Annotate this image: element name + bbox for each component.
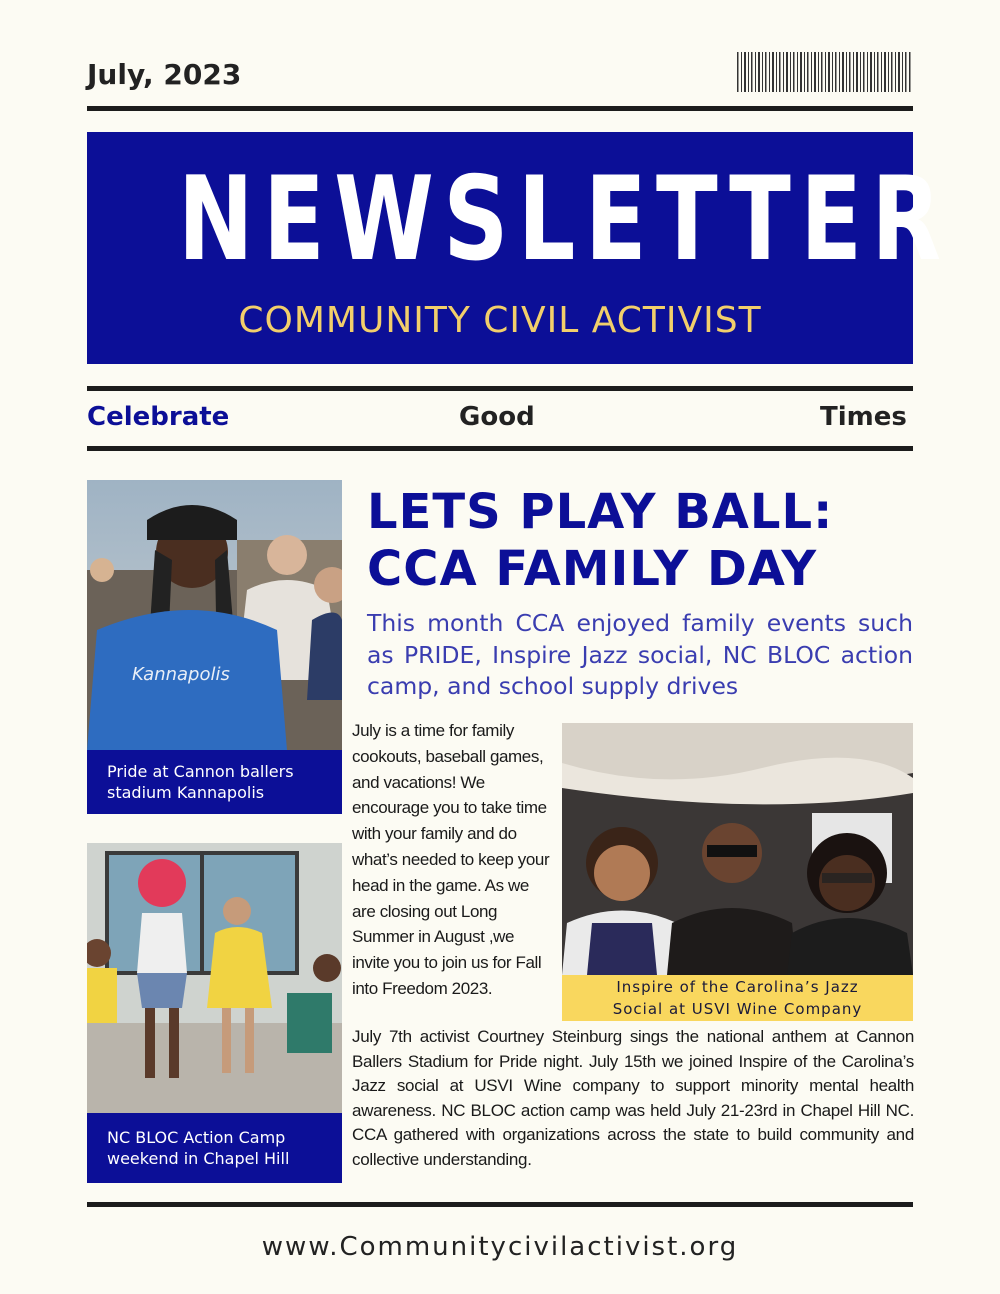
camp-photo — [87, 843, 342, 1113]
masthead-banner — [87, 132, 951, 364]
camp-photo-image — [87, 843, 342, 1113]
tagline-right: Times — [820, 402, 907, 432]
top-rule — [87, 106, 913, 111]
article-body-recap: July 7th activist Courtney Steinburg sings the national anthem at Cannon Ballers Stadium for Pride night. July 15th we joined Inspire of the Carolina’s Jazz social at USVI Wine company to support minority mental health awareness. NC BLOC action camp was held July 21-23rd in Chapel Hill NC. CCA gathered with organizations across the state to build community and collective understanding. — [352, 1027, 914, 1169]
barcode-icon — [735, 50, 913, 94]
tagline-center: Good — [459, 402, 535, 432]
website-url: www.Communitycivilactivist.org — [261, 1232, 739, 1262]
tagline-left: Celebrate — [87, 402, 230, 432]
svg-text:Kannapolis: Kannapolis — [132, 664, 230, 685]
footer-rule — [87, 1202, 913, 1207]
headline-line-1: LETS PLAY BALL: — [367, 484, 834, 540]
article-subhead: This month CCA enjoyed family events such as PRIDE, Inspire Jazz social, NC BLOC action camp, and school supply drives — [367, 609, 913, 700]
jazz-photo-image — [562, 723, 913, 975]
article-body-intro: July is a time for family cookouts, baseball games, and vacations! We encourage you to take time with your family and do what’s needed to keep your head in the game. As we are closing out Long Summer in August ,we invite you to join us for Fall into Freedom 2023. — [352, 721, 550, 998]
tagline-top-rule — [87, 386, 913, 391]
article-headline — [367, 484, 927, 598]
jazz-caption: Inspire of the Carolina’s Jazz Social at USVI Wine Company — [562, 975, 913, 1021]
stadium-caption: Pride at Cannon ballers stadium Kannapolis — [87, 750, 342, 814]
tagline-bottom-rule — [87, 446, 913, 451]
jazz-photo — [562, 723, 913, 975]
stadium-photo — [87, 480, 342, 750]
camp-caption: NC BLOC Action Camp weekend in Chapel Hill — [87, 1113, 342, 1183]
stadium-photo-image — [87, 480, 342, 750]
masthead-title: NEWSLETTER — [177, 152, 951, 287]
headline-line-2: CCA FAMILY DAY — [367, 541, 818, 597]
issue-date: July, 2023 — [87, 58, 242, 91]
masthead-subtitle: COMMUNITY CIVIL ACTIVIST — [238, 300, 762, 341]
